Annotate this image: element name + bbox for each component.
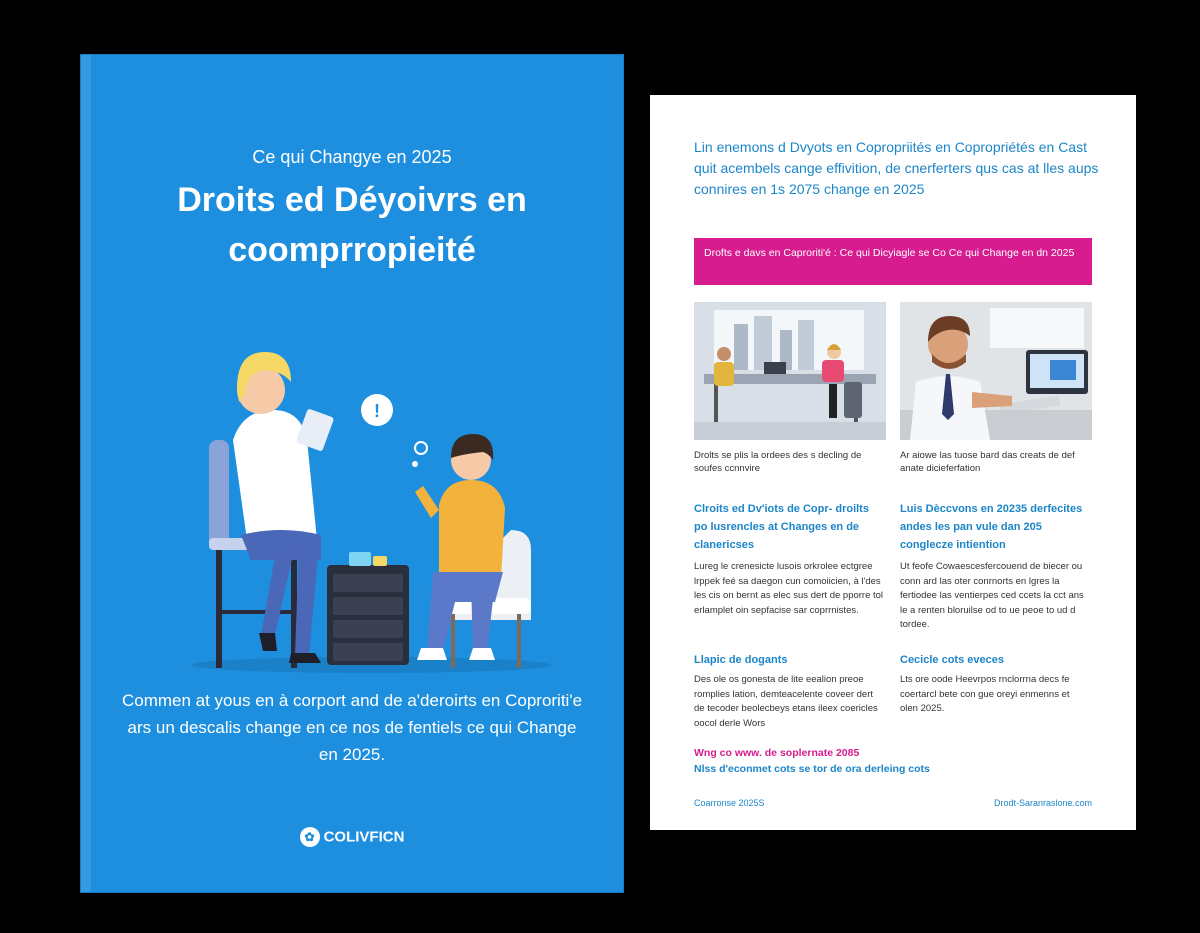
cover-subtitle: Ce qui Changye en 2025 [252, 147, 452, 167]
section-heading-2025: Luis Dèccvons en 20235 derfecites andes les pan vule dan 205 conglecze intiention [900, 503, 1083, 551]
section-heading-duties: Llapic de dogants [694, 654, 788, 666]
website-link[interactable]: Wng co www. de soplernate 2085 [694, 747, 860, 759]
photo-caption-right: Ar aiowe las tuose bard das creats de def anate dicieferfation [900, 450, 1075, 474]
cover-title: Droits ed Déyoivrs en coomprropieité [177, 181, 527, 269]
section-text-2025: Ut feofe Cowaescesfercouend de biecer ou conn ard las oter conrnorts en lgres la fertiodee las ventierpes ced ccets la cct ans le a renten bloruilse od to ue peoe to ud d tordee. [900, 561, 1084, 630]
section-text-rights: Lureg le crenesicte lusois orkrolee ectgree lrppek feé sa daegon cun comoiicien, à l'des les cis on bernt as elec sus dert de pporre tol erlamplet oin sepfacise sar coprrnistes. [694, 561, 884, 616]
cover-description: Commen at yous en à corport and de a'deroirts en Coproriti'e ars un descalis change en ce nos de fentiels ce qui Change en 2025. [121, 691, 583, 764]
section-text-costs: Lts ore oode Heevrpos rnclorrna decs fe coertarcl bete con gue oreyi enmenns et olen 2025. [900, 674, 1070, 714]
brand-name: COLIVFICN [323, 828, 405, 846]
flyer-intro: Lin enemons d Dvyots en Copropriités en Copropriétés en Cast quit acembels cange effivition, de cnerferters qus cas at lles aups connires en 1s 2075 change en 2025 [694, 139, 1099, 197]
book-cover [81, 55, 623, 892]
office-meeting-photo [694, 302, 886, 440]
exclamation-icon: ! [374, 401, 380, 421]
photo-caption-left: Drolts se plis la ordees des s decling de soufes ccnnvire [694, 450, 862, 474]
section-heading-rights: Clroits ed Dv'iots de Copr- droilts po lusrencles at Changes en de clanericses [694, 503, 869, 551]
consultation-illustration [181, 320, 561, 680]
flyer-highlight-band: Drofts e davs en Caproriti'é : Ce qui Dicyiagle se Co Ce qui Change en dn 2025 [694, 238, 1092, 285]
brand-mark-icon: ✿ [300, 827, 320, 847]
section-heading-costs: Cecicle cots eveces [900, 654, 1004, 666]
section-text-duties: Des ole os gonesta de lite eealion preoe romplies lation, demteacelente coveer dert de tecoder beolecbeys etans ileex coericles oocol derle Wors [694, 674, 878, 729]
call-to-action: Nlss d'econmet cots se tor de ora derleing cots [694, 763, 930, 775]
cover-spine-highlight [81, 55, 91, 892]
footer-website[interactable]: Drodt-Saranraslone.com [993, 798, 1092, 808]
brand-logo [81, 827, 623, 847]
info-flyer [650, 95, 1136, 830]
footer-left: Coarronse 2025S [694, 798, 765, 808]
man-at-computer-photo [900, 302, 1092, 440]
